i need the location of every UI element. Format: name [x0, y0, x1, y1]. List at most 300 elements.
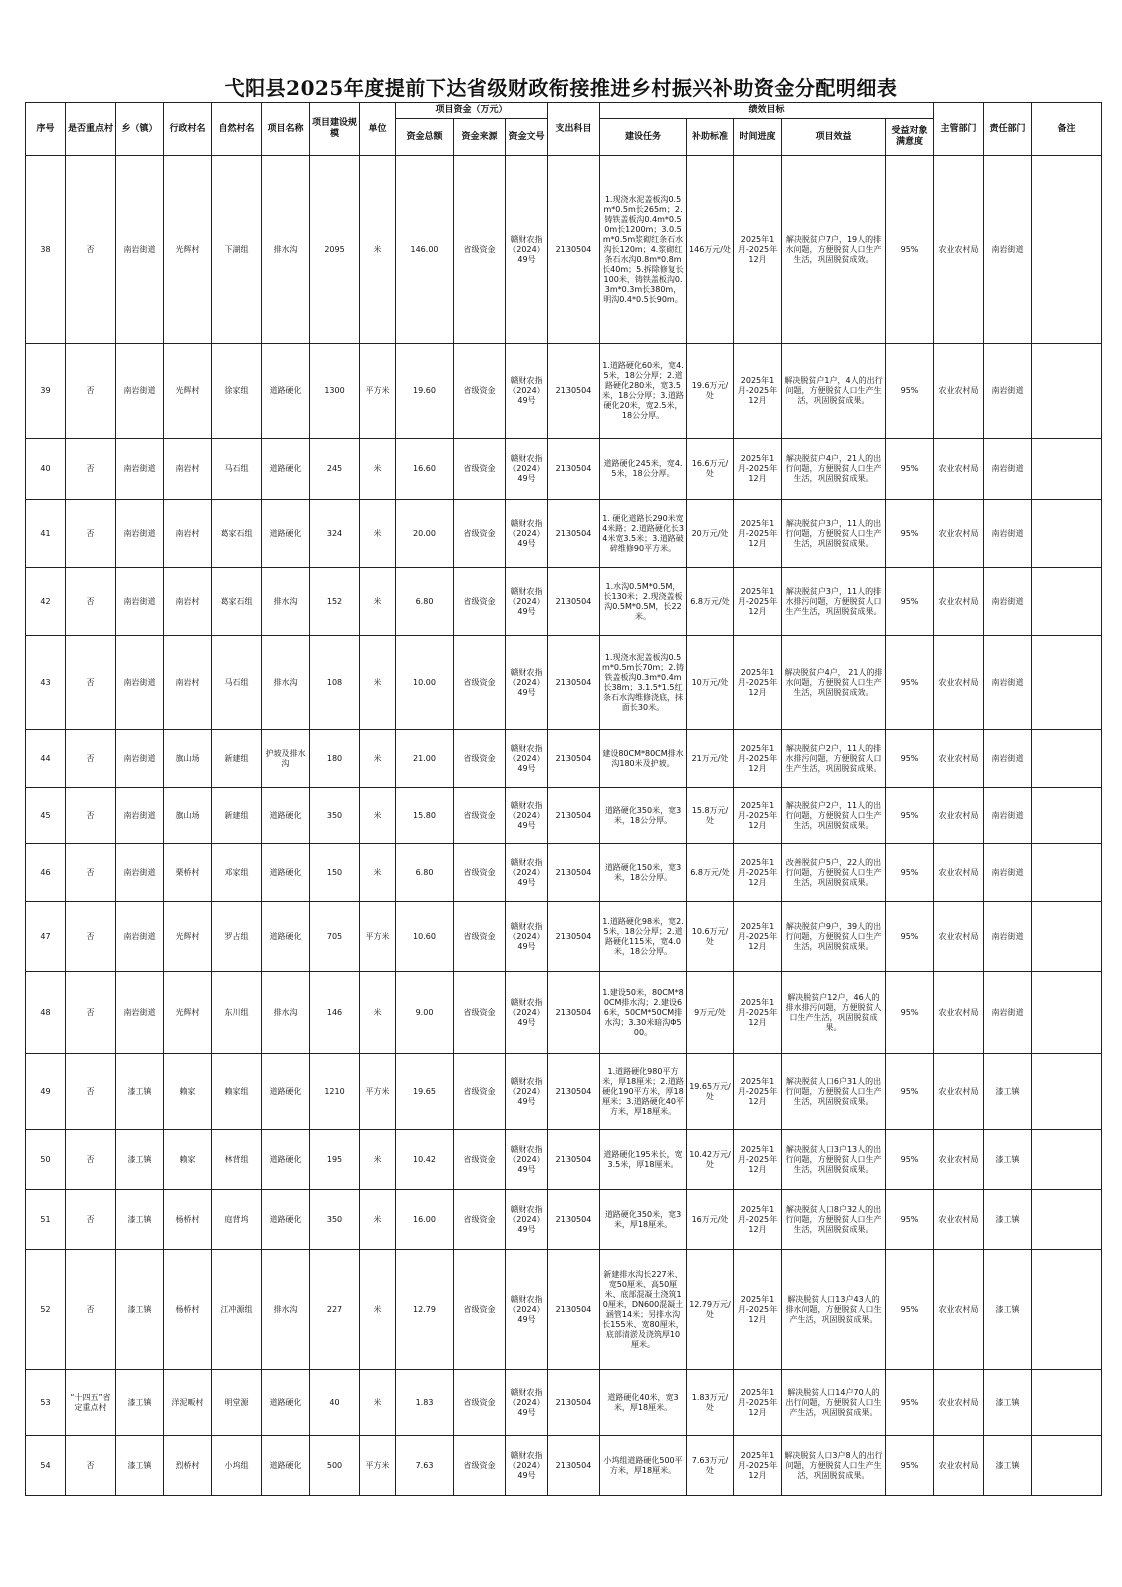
row-benefit: 解决脱贫人口6户31人的出行问题，方便脱贫人口生产生活，巩固脱贫成果。 [782, 1054, 886, 1130]
row-schedule: 2025年1月-2025年12月 [734, 788, 782, 844]
table-row [26, 439, 1102, 500]
table-row [26, 568, 1102, 636]
row-key-village: 否 [66, 902, 116, 972]
table-row [26, 844, 1102, 902]
row-project-name: 道路硬化 [262, 1436, 310, 1496]
table-row [26, 1130, 1102, 1190]
row-subject: 2130504 [548, 1190, 600, 1250]
row-admin-village: 旗山场 [164, 730, 212, 788]
row-satisfaction: 95% [886, 1436, 934, 1496]
row-unit: 米 [360, 439, 396, 500]
row-dept-main: 农业农村局 [934, 568, 984, 636]
row-subject: 2130504 [548, 568, 600, 636]
row-doc-no: 赣财农指（2024）49号 [506, 1054, 548, 1130]
row-admin-village: 光辉村 [164, 902, 212, 972]
table-row [26, 972, 1102, 1054]
row-task: 1.现浇水泥盖板沟0.5m*0.5m长265m；2.铸铁盖板沟0.4m*0.50m长1200m；3.0.5m*0.5m浆砌红条石水沟长120m；4.浆砌红条石水沟0.8m*0.8m长40m；5.拆除修复长100米，铸铁盖板沟0.3m*0.3m长380m，明沟0.4*0.5长90m。 [600, 156, 687, 344]
row-schedule: 2025年1月-2025年12月 [734, 156, 782, 344]
row-project-name: 道路硬化 [262, 788, 310, 844]
row-benefit: 解决脱贫人口8户32人的出行问题，方便脱贫人口生产生活，巩固脱贫成果。 [782, 1190, 886, 1250]
row-total: 1.83 [396, 1370, 454, 1436]
table-row [26, 1370, 1102, 1436]
row-satisfaction: 95% [886, 972, 934, 1054]
header-schedule: 时间进度 [734, 119, 782, 156]
row-project-name: 道路硬化 [262, 439, 310, 500]
row-source: 省级资金 [454, 636, 506, 730]
row-dept-resp: 漆工镇 [984, 1054, 1032, 1130]
header-dept-main: 主管部门 [934, 103, 984, 156]
row-dept-main: 农业农村局 [934, 636, 984, 730]
row-scale: 180 [310, 730, 360, 788]
row-source: 省级资金 [454, 439, 506, 500]
row-admin-village: 杨桥村 [164, 1190, 212, 1250]
row-benefit: 解决脱贫户4户， 21人的排水问题，方便脱贫人口生产生活，巩固脱贫成效。 [782, 636, 886, 730]
row-satisfaction: 95% [886, 156, 934, 344]
row-benefit: 解决脱贫户3户，11人的出行问题，方便脱贫人口生产生活，巩固脱贫成果。 [782, 500, 886, 568]
header-source: 资金来源 [454, 119, 506, 156]
row-dept-main: 农业农村局 [934, 730, 984, 788]
row-dept-resp: 南岩街道 [984, 568, 1032, 636]
row-scale: 227 [310, 1250, 360, 1370]
allocation-table [25, 102, 1102, 1496]
row-seq: 43 [26, 636, 66, 730]
row-scale: 1210 [310, 1054, 360, 1130]
row-dept-resp: 漆工镇 [984, 1190, 1032, 1250]
row-admin-village: 光辉村 [164, 972, 212, 1054]
row-schedule: 2025年1月-2025年12月 [734, 439, 782, 500]
row-natural-village: 马石组 [212, 636, 262, 730]
row-satisfaction: 95% [886, 1370, 934, 1436]
row-natural-village: 庭背坞 [212, 1190, 262, 1250]
row-doc-no: 赣财农指（2024）49号 [506, 344, 548, 439]
row-admin-village: 赖家 [164, 1130, 212, 1190]
row-key-village: 否 [66, 500, 116, 568]
row-remarks [1032, 730, 1102, 788]
header-satisfaction: 受益对象满意度 [886, 119, 934, 156]
table-row [26, 344, 1102, 439]
row-unit: 米 [360, 636, 396, 730]
row-key-village: 否 [66, 972, 116, 1054]
row-schedule: 2025年1月-2025年12月 [734, 1190, 782, 1250]
row-dept-resp: 南岩街道 [984, 636, 1032, 730]
row-natural-village: 东川组 [212, 972, 262, 1054]
header-seq: 序号 [26, 103, 66, 156]
row-dept-resp: 漆工镇 [984, 1250, 1032, 1370]
row-total: 10.60 [396, 902, 454, 972]
row-subsidy: 146万元/处 [687, 156, 734, 344]
row-total: 6.80 [396, 844, 454, 902]
table-row [26, 156, 1102, 344]
row-admin-village: 光辉村 [164, 156, 212, 344]
row-benefit: 解决脱贫人口14户70人的出行问题，方便脱贫人口生产生活，巩固脱贫成果。 [782, 1370, 886, 1436]
row-benefit: 改善脱贫户5户，22人的出行问题，方便脱贫人口生产生活，巩固脱贫成果。 [782, 844, 886, 902]
header-dept-resp: 责任部门 [984, 103, 1032, 156]
row-unit: 平方米 [360, 344, 396, 439]
row-total: 16.00 [396, 1190, 454, 1250]
row-satisfaction: 95% [886, 730, 934, 788]
row-subsidy: 6.8万元/处 [687, 844, 734, 902]
row-subject: 2130504 [548, 788, 600, 844]
row-subsidy: 10.42万元/处 [687, 1130, 734, 1190]
row-dept-main: 农业农村局 [934, 1130, 984, 1190]
row-satisfaction: 95% [886, 1054, 934, 1130]
row-township: 南岩街道 [116, 788, 164, 844]
row-natural-village: 新建组 [212, 730, 262, 788]
row-natural-village: 葛家石组 [212, 568, 262, 636]
row-dept-main: 农业农村局 [934, 156, 984, 344]
row-source: 省级资金 [454, 500, 506, 568]
row-doc-no: 赣财农指（2024）49号 [506, 568, 548, 636]
row-total: 15.80 [396, 788, 454, 844]
row-remarks [1032, 1436, 1102, 1496]
row-project-name: 道路硬化 [262, 844, 310, 902]
row-dept-main: 农业农村局 [934, 1250, 984, 1370]
row-schedule: 2025年1月-2025年12月 [734, 1436, 782, 1496]
row-dept-main: 农业农村局 [934, 344, 984, 439]
row-unit: 平方米 [360, 1054, 396, 1130]
row-unit: 米 [360, 972, 396, 1054]
table-row [26, 788, 1102, 844]
row-project-name: 道路硬化 [262, 1370, 310, 1436]
header-key-village: 是否重点村 [66, 103, 116, 156]
row-township: 漆工镇 [116, 1054, 164, 1130]
row-key-village: 否 [66, 844, 116, 902]
row-remarks [1032, 844, 1102, 902]
row-dept-main: 农业农村局 [934, 972, 984, 1054]
row-seq: 40 [26, 439, 66, 500]
row-township: 南岩街道 [116, 636, 164, 730]
row-key-village: “十四五”省定重点村 [66, 1370, 116, 1436]
row-project-name: 排水沟 [262, 636, 310, 730]
row-project-name: 排水沟 [262, 972, 310, 1054]
row-task: 1.道路硬化60米，宽4.5米，18公分厚；2.道路硬化280米，宽3.5米，18公分厚；3.道路硬化20米，宽2.5米，18公分厚。 [600, 344, 687, 439]
row-benefit: 解决脱贫户3户，11人的排水排污问题，方便脱贫人口生产生活，巩固脱贫成果。 [782, 568, 886, 636]
row-scale: 324 [310, 500, 360, 568]
row-township: 漆工镇 [116, 1250, 164, 1370]
row-doc-no: 赣财农指（2024）49号 [506, 1250, 548, 1370]
row-doc-no: 赣财农指（2024）49号 [506, 730, 548, 788]
row-dept-main: 农业农村局 [934, 902, 984, 972]
row-subsidy: 12.79万元/处 [687, 1250, 734, 1370]
row-doc-no: 赣财农指（2024）49号 [506, 844, 548, 902]
row-task: 1.现浇水泥盖板沟0.5m*0.5m长70m；2.铸铁盖板沟0.3m*0.4m长38m；3.1.5*1.5红条石水沟维修浇底，抹面长30米。 [600, 636, 687, 730]
row-natural-village: 罗占组 [212, 902, 262, 972]
row-total: 10.42 [396, 1130, 454, 1190]
row-schedule: 2025年1月-2025年12月 [734, 1250, 782, 1370]
row-source: 省级资金 [454, 730, 506, 788]
row-project-name: 道路硬化 [262, 902, 310, 972]
row-key-village: 否 [66, 439, 116, 500]
row-doc-no: 赣财农指（2024）49号 [506, 1370, 548, 1436]
row-doc-no: 赣财农指（2024）49号 [506, 1190, 548, 1250]
row-source: 省级资金 [454, 1190, 506, 1250]
row-schedule: 2025年1月-2025年12月 [734, 344, 782, 439]
row-project-name: 道路硬化 [262, 1054, 310, 1130]
row-benefit: 解决脱贫户1户，4人的出行问题，方便脱贫人口生产生活，巩固脱贫成果。 [782, 344, 886, 439]
row-remarks [1032, 156, 1102, 344]
row-task: 新建排水沟长227米、宽50厘米、高50厘米、底部混凝土浇筑10厘米，DN600混凝土涵管14米；另排水沟长155米、宽80厘米，底部清淤及浇筑厚10厘米。 [600, 1250, 687, 1370]
row-unit: 米 [360, 844, 396, 902]
row-dept-resp: 漆工镇 [984, 1370, 1032, 1436]
row-total: 10.00 [396, 636, 454, 730]
row-natural-village: 江冲源组 [212, 1250, 262, 1370]
table-row [26, 1190, 1102, 1250]
row-satisfaction: 95% [886, 1190, 934, 1250]
table-header [26, 103, 1102, 156]
row-admin-village: 杨桥村 [164, 1250, 212, 1370]
header-subsidy: 补助标准 [687, 119, 734, 156]
row-doc-no: 赣财农指（2024）49号 [506, 788, 548, 844]
row-key-village: 否 [66, 636, 116, 730]
row-doc-no: 赣财农指（2024）49号 [506, 636, 548, 730]
row-natural-village: 邓家组 [212, 844, 262, 902]
row-natural-village: 新建组 [212, 788, 262, 844]
row-remarks [1032, 1190, 1102, 1250]
row-seq: 52 [26, 1250, 66, 1370]
row-subsidy: 15.8万元/处 [687, 788, 734, 844]
row-remarks [1032, 439, 1102, 500]
row-unit: 米 [360, 730, 396, 788]
row-project-name: 排水沟 [262, 1250, 310, 1370]
table-row [26, 730, 1102, 788]
header-doc-no: 资金文号 [506, 119, 548, 156]
row-dept-resp: 南岩街道 [984, 902, 1032, 972]
row-project-name: 道路硬化 [262, 344, 310, 439]
row-subject: 2130504 [548, 730, 600, 788]
row-dept-main: 农业农村局 [934, 1370, 984, 1436]
row-total: 6.80 [396, 568, 454, 636]
row-seq: 45 [26, 788, 66, 844]
row-subsidy: 6.8万元/处 [687, 568, 734, 636]
row-dept-resp: 漆工镇 [984, 1436, 1032, 1496]
row-project-name: 护坡及排水沟 [262, 730, 310, 788]
row-key-village: 否 [66, 344, 116, 439]
row-doc-no: 赣财农指（2024）49号 [506, 1130, 548, 1190]
row-project-name: 排水沟 [262, 156, 310, 344]
row-source: 省级资金 [454, 788, 506, 844]
row-scale: 350 [310, 1190, 360, 1250]
table-body [26, 156, 1102, 1496]
row-task: 1.水沟0.5M*0.5M，长130米；2.现浇盖板沟0.5M*0.5M，长22米。 [600, 568, 687, 636]
header-natural-village: 自然村名 [212, 103, 262, 156]
row-total: 146.00 [396, 156, 454, 344]
row-natural-village: 下湖组 [212, 156, 262, 344]
row-source: 省级资金 [454, 156, 506, 344]
row-seq: 41 [26, 500, 66, 568]
row-satisfaction: 95% [886, 902, 934, 972]
row-natural-village: 葛家石组 [212, 500, 262, 568]
row-dept-resp: 南岩街道 [984, 844, 1032, 902]
row-task: 道路硬化350米，宽3米，厚18厘米。 [600, 1190, 687, 1250]
row-source: 省级资金 [454, 344, 506, 439]
row-project-name: 道路硬化 [262, 500, 310, 568]
row-source: 省级资金 [454, 902, 506, 972]
row-dept-main: 农业农村局 [934, 439, 984, 500]
row-source: 省级资金 [454, 1370, 506, 1436]
row-satisfaction: 95% [886, 344, 934, 439]
row-township: 南岩街道 [116, 344, 164, 439]
row-source: 省级资金 [454, 1054, 506, 1130]
row-key-village: 否 [66, 1250, 116, 1370]
row-seq: 44 [26, 730, 66, 788]
row-dept-main: 农业农村局 [934, 788, 984, 844]
row-natural-village: 马石组 [212, 439, 262, 500]
row-township: 南岩街道 [116, 500, 164, 568]
row-key-village: 否 [66, 788, 116, 844]
row-key-village: 否 [66, 1190, 116, 1250]
row-seq: 53 [26, 1370, 66, 1436]
row-remarks [1032, 636, 1102, 730]
row-benefit: 解决脱贫人口13户43人的排水问题，方便脱贫人口生产生活，巩固脱贫成果。 [782, 1250, 886, 1370]
row-dept-main: 农业农村局 [934, 1190, 984, 1250]
row-task: 1.建设50米，80CM*80CM排水沟；2.建设66米，50CM*50CM排水沟；3.30米暗沟Φ500。 [600, 972, 687, 1054]
row-dept-resp: 南岩街道 [984, 972, 1032, 1054]
row-natural-village: 徐家组 [212, 344, 262, 439]
row-benefit: 解决脱贫户4户，21人的出行问题，方便脱贫人口生产生活，巩固脱贫成果。 [782, 439, 886, 500]
row-schedule: 2025年1月-2025年12月 [734, 568, 782, 636]
row-satisfaction: 95% [886, 844, 934, 902]
row-key-village: 否 [66, 568, 116, 636]
row-project-name: 排水沟 [262, 568, 310, 636]
header-performance-group: 绩效目标 [600, 103, 934, 119]
row-dept-main: 农业农村局 [934, 500, 984, 568]
header-task: 建设任务 [600, 119, 687, 156]
row-admin-village: 栗桥村 [164, 844, 212, 902]
row-subject: 2130504 [548, 1250, 600, 1370]
row-benefit: 解决脱贫户2户，11人的排水排污问题，方便脱贫人口生产生活，巩固脱贫成果。 [782, 730, 886, 788]
row-total: 19.65 [396, 1054, 454, 1130]
table-row [26, 902, 1102, 972]
row-admin-village: 赖家 [164, 1054, 212, 1130]
row-doc-no: 赣财农指（2024）49号 [506, 972, 548, 1054]
row-township: 南岩街道 [116, 972, 164, 1054]
row-source: 省级资金 [454, 1436, 506, 1496]
row-township: 南岩街道 [116, 730, 164, 788]
row-source: 省级资金 [454, 972, 506, 1054]
row-key-village: 否 [66, 730, 116, 788]
row-seq: 46 [26, 844, 66, 902]
row-dept-resp: 南岩街道 [984, 439, 1032, 500]
row-source: 省级资金 [454, 844, 506, 902]
row-subject: 2130504 [548, 1130, 600, 1190]
row-scale: 350 [310, 788, 360, 844]
row-total: 20.00 [396, 500, 454, 568]
row-admin-village: 烈桥村 [164, 1436, 212, 1496]
row-schedule: 2025年1月-2025年12月 [734, 1130, 782, 1190]
row-key-village: 否 [66, 1054, 116, 1130]
row-seq: 51 [26, 1190, 66, 1250]
row-dept-main: 农业农村局 [934, 1436, 984, 1496]
row-township: 南岩街道 [116, 844, 164, 902]
row-benefit: 解决脱贫户12户，46人的排水排污问题，方便脱贫人口生产生活，巩固脱贫成果。 [782, 972, 886, 1054]
row-dept-resp: 南岩街道 [984, 730, 1032, 788]
row-task: 道路硬化245米，宽4.5米，18公分厚。 [600, 439, 687, 500]
row-natural-village: 小坞组 [212, 1436, 262, 1496]
row-task: 小坞组道路硬化500平方米，厚18厘米。 [600, 1436, 687, 1496]
row-schedule: 2025年1月-2025年12月 [734, 1054, 782, 1130]
row-total: 12.79 [396, 1250, 454, 1370]
row-source: 省级资金 [454, 1250, 506, 1370]
row-dept-resp: 南岩街道 [984, 500, 1032, 568]
row-township: 南岩街道 [116, 156, 164, 344]
row-project-name: 道路硬化 [262, 1190, 310, 1250]
row-schedule: 2025年1月-2025年12月 [734, 730, 782, 788]
row-subsidy: 16.6万元/处 [687, 439, 734, 500]
row-scale: 152 [310, 568, 360, 636]
row-satisfaction: 95% [886, 500, 934, 568]
table-row [26, 1250, 1102, 1370]
row-subject: 2130504 [548, 636, 600, 730]
row-unit: 米 [360, 1250, 396, 1370]
row-admin-village: 旗山场 [164, 788, 212, 844]
table-row [26, 1054, 1102, 1130]
row-schedule: 2025年1月-2025年12月 [734, 972, 782, 1054]
row-total: 16.60 [396, 439, 454, 500]
row-scale: 150 [310, 844, 360, 902]
row-task: 道路硬化40米，宽3米，厚18厘米。 [600, 1370, 687, 1436]
row-total: 21.00 [396, 730, 454, 788]
row-dept-resp: 南岩街道 [984, 788, 1032, 844]
row-dept-resp: 南岩街道 [984, 156, 1032, 344]
row-unit: 米 [360, 788, 396, 844]
row-unit: 米 [360, 1130, 396, 1190]
row-benefit: 解决脱贫户2户，11人的出行问题，方便脱贫人口生产生活，巩固脱贫成果。 [782, 788, 886, 844]
row-unit: 米 [360, 568, 396, 636]
row-remarks [1032, 788, 1102, 844]
row-benefit: 解决脱贫人口3户8人的出行问题，方便脱贫人口生产生活，巩固脱贫成果。 [782, 1436, 886, 1496]
row-natural-village: 赖家组 [212, 1054, 262, 1130]
row-dept-main: 农业农村局 [934, 844, 984, 902]
table-row [26, 500, 1102, 568]
row-seq: 49 [26, 1054, 66, 1130]
row-benefit: 解决脱贫户9户，39人的出行问题，方便脱贫人口生产生活，巩固脱贫成果。 [782, 902, 886, 972]
header-project-name: 项目名称 [262, 103, 310, 156]
row-scale: 195 [310, 1130, 360, 1190]
row-seq: 54 [26, 1436, 66, 1496]
row-schedule: 2025年1月-2025年12月 [734, 1370, 782, 1436]
row-scale: 1300 [310, 344, 360, 439]
table-row [26, 1436, 1102, 1496]
row-seq: 50 [26, 1130, 66, 1190]
row-admin-village: 南岩村 [164, 568, 212, 636]
row-satisfaction: 95% [886, 1130, 934, 1190]
row-source: 省级资金 [454, 568, 506, 636]
row-unit: 平方米 [360, 902, 396, 972]
header-total: 资金总额 [396, 119, 454, 156]
row-scale: 705 [310, 902, 360, 972]
row-natural-village: 明堂源 [212, 1370, 262, 1436]
row-unit: 米 [360, 1190, 396, 1250]
row-doc-no: 赣财农指（2024）49号 [506, 1436, 548, 1496]
row-remarks [1032, 1054, 1102, 1130]
row-subject: 2130504 [548, 439, 600, 500]
row-seq: 42 [26, 568, 66, 636]
row-subsidy: 19.65万元/处 [687, 1054, 734, 1130]
row-scale: 40 [310, 1370, 360, 1436]
row-task: 道路硬化350米，宽3米，18公分厚。 [600, 788, 687, 844]
row-subject: 2130504 [548, 902, 600, 972]
row-admin-village: 南岩村 [164, 500, 212, 568]
row-unit: 米 [360, 1370, 396, 1436]
row-subject: 2130504 [548, 1054, 600, 1130]
row-township: 漆工镇 [116, 1370, 164, 1436]
row-unit: 米 [360, 500, 396, 568]
row-schedule: 2025年1月-2025年12月 [734, 500, 782, 568]
row-unit: 米 [360, 156, 396, 344]
row-remarks [1032, 972, 1102, 1054]
row-seq: 48 [26, 972, 66, 1054]
row-doc-no: 赣财农指（2024）49号 [506, 902, 548, 972]
